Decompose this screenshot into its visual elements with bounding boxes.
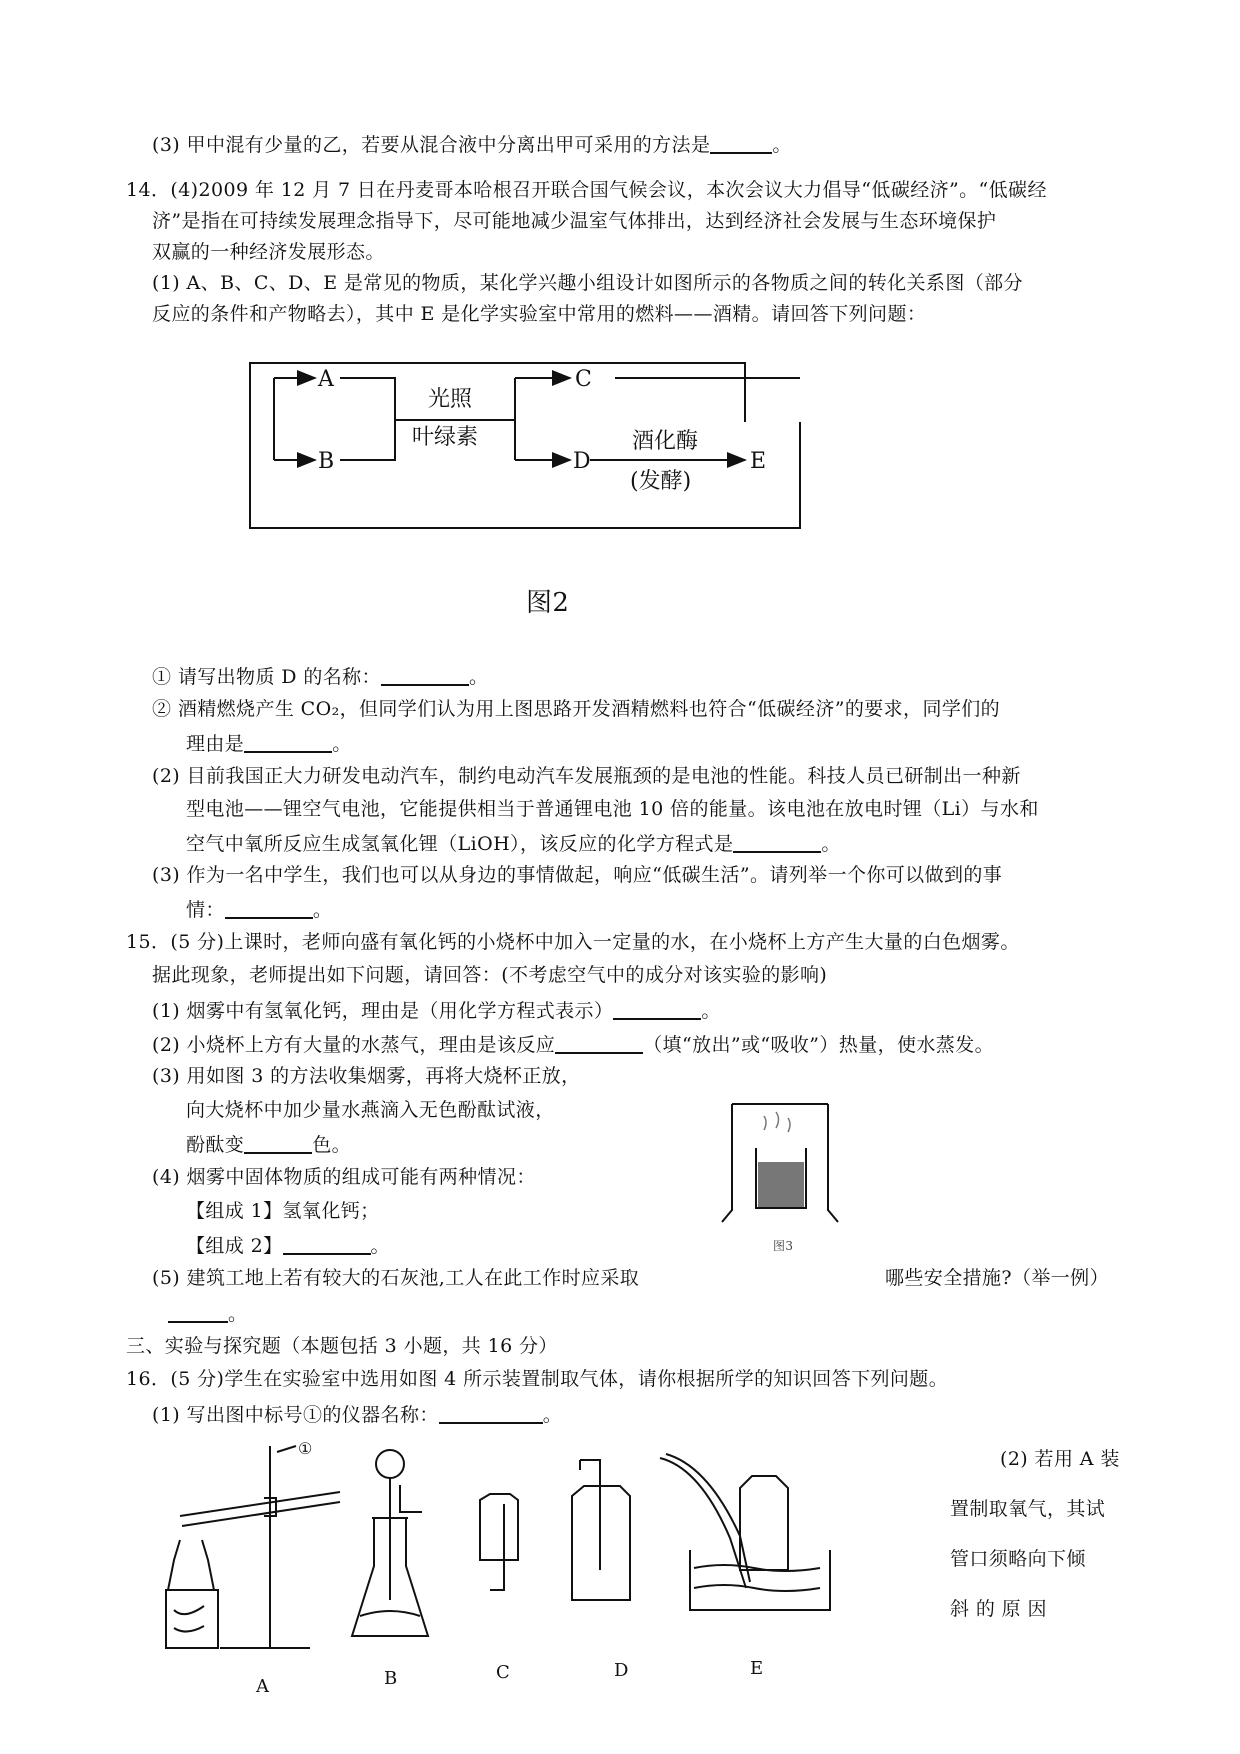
answer-blank[interactable] [555,1034,643,1054]
q16-heading: 16．(5 分)学生在实验室中选用如图 4 所示装置制取气体，请你根据所学的知识回答下列问题。 [126,1368,949,1390]
q14-part2-line1: (2) 目前我国正大力研发电动汽车，制约电动汽车发展瓶颈的是电池的性能。科技人员已研制出一种新 [152,765,1021,787]
apparatus-d [572,1460,630,1600]
q14-part2-line2: 型电池——锂空气电池，它能提供相当于普通锂电池 10 倍的能量。该电池在放电时锂（Li）与水和 [186,798,1039,820]
answer-blank[interactable] [733,833,821,853]
q15-part2: (2) 小烧杯上方有大量的水蒸气，理由是该反应 （填“放出”或“吸收”）热量，使水蒸发。 [152,1034,995,1056]
q13-part3: (3) 甲中混有少量的乙，若要从混合液中分离出甲可采用的方法是 。 [152,134,792,156]
diagram-node-a: A [318,367,334,392]
answer-blank[interactable] [168,1303,228,1323]
q15-part1: (1) 烟雾中有氢氧化钙，理由是（用化学方程式表示） 。 [152,1000,721,1022]
q15-heading-line2: 据此现象，老师提出如下问题，请回答：(不考虑空气中的成分对该实验的影响) [152,964,828,986]
apparatus-e [660,1454,830,1610]
diagram-ferment-label: (发酵) [630,469,692,494]
diagram-enzyme-label: 酒化酶 [632,429,699,454]
figure-2-caption: 图2 [526,588,570,618]
q15-part4-line1: (4) 烟雾中固体物质的组成可能有两种情况： [152,1166,536,1188]
section-3-title: 三、实验与探究题（本题包括 3 小题，共 16 分） [126,1335,558,1357]
answer-blank[interactable] [381,666,469,686]
q15-part5-line2: 。 [168,1303,247,1324]
q16-part2-line3: 管口须略向下倾 [950,1548,1086,1570]
q15-part4-line2: 【组成 1】氢氧化钙； [186,1200,380,1222]
apparatus-b [352,1450,428,1636]
diagram-condition-chlorophyll: 叶绿素 [412,425,479,450]
q15-part3-line3: 酚酞变 色。 [186,1134,352,1156]
q15-part3-line2: 向大烧杯中加少量水燕滴入无色酚酞试液， [186,1099,555,1121]
answer-blank[interactable] [613,1000,701,1020]
q14-part2-line3: 空气中氧所反应生成氢氧化锂（LiOH），该反应的化学方程式是 。 [186,833,841,855]
q14-sub1: ① 请写出物质 D 的名称： 。 [152,666,489,688]
diagram-node-e: E [750,449,767,474]
marker-1: ① [298,1440,313,1458]
q15-part4-line3: 【组成 2】 。 [186,1235,390,1257]
q16-part1: (1) 写出图中标号①的仪器名称： 。 [152,1404,563,1426]
q14-part3-line1: (3) 作为一名中学生，我们也可以从身边的事情做起，响应“低碳生活”。请列举一个你可以做到的事 [152,864,1003,886]
q13-part3-text: (3) 甲中混有少量的乙，若要从混合液中分离出甲可采用的方法是 [152,134,711,156]
q14-part1-line1: (1) A、B、C、D、E 是常见的物质，某化学兴趣小组设计如图所示的各物质之间的转化关系图（部分 [152,272,1023,294]
q14-heading-line1: 14．(4)2009 年 12 月 7 日在丹麦哥本哈根召开联合国气候会议，本次会议大力倡导“低碳经济”。“低碳经 [126,179,1047,201]
answer-blank[interactable] [283,1235,371,1255]
q15-part3-line1: (3) 用如图 3 的方法收集烟雾，再将大烧杯正放， [152,1065,581,1087]
figure-3-beaker [720,1100,840,1240]
answer-blank[interactable] [225,899,313,919]
q15-part5-line1-right: 哪些安全措施?（举一例） [885,1267,1109,1289]
q14-heading-line2: 济”是指在可持续发展理念指导下，尽可能地减少温室气体排出，达到经济社会发展与生态环境保护 [152,210,997,232]
apparatus-label-c: C [496,1662,510,1683]
figure-2-diagram [240,360,880,540]
answer-blank[interactable] [710,134,772,154]
q16-part2-line4: 斜 的 原 因 [950,1598,1047,1620]
q14-sub2-line1: ② 酒精燃烧产生 CO₂，但同学们认为用上图思路开发酒精燃料也符合“低碳经济”的要求，同学们的 [152,698,1001,720]
answer-blank[interactable] [244,1134,312,1154]
diagram-node-c: C [575,367,592,392]
q16-part2-line1: (2) 若用 A 装 [1000,1448,1120,1470]
apparatus-label-b: B [384,1668,398,1689]
answer-blank[interactable] [439,1404,543,1424]
q15-heading-line1: 15．(5 分)上课时，老师向盛有氧化钙的小烧杯中加入一定量的水，在小烧杯上方产生大量的白色烟雾。 [126,931,1020,953]
apparatus-a [166,1440,340,1648]
apparatus-label-d: D [614,1660,629,1681]
q14-sub2-line2: 理由是 。 [186,733,352,755]
q15-part5-line1-left: (5) 建筑工地上若有较大的石灰池,工人在此工作时应采取 [152,1267,640,1289]
figure-4-apparatus [160,1440,940,1700]
q14-part1-line2: 反应的条件和产物略去），其中 E 是化学实验室中常用的燃料——酒精。请回答下列问题： [152,303,927,325]
diagram-node-b: B [318,449,335,474]
diagram-condition-light: 光照 [428,387,473,412]
q16-part2-line2: 置制取氧气，其试 [950,1498,1106,1520]
figure-3-caption: 图3 [773,1239,794,1253]
apparatus-label-a: A [256,1676,269,1697]
diagram-node-d: D [573,449,591,474]
answer-blank[interactable] [244,733,332,753]
q14-heading-line3: 双赢的一种经济发展形态。 [152,241,385,263]
apparatus-label-e: E [750,1658,764,1679]
q14-part3-line2: 情： 。 [186,899,333,921]
apparatus-c [480,1494,518,1590]
